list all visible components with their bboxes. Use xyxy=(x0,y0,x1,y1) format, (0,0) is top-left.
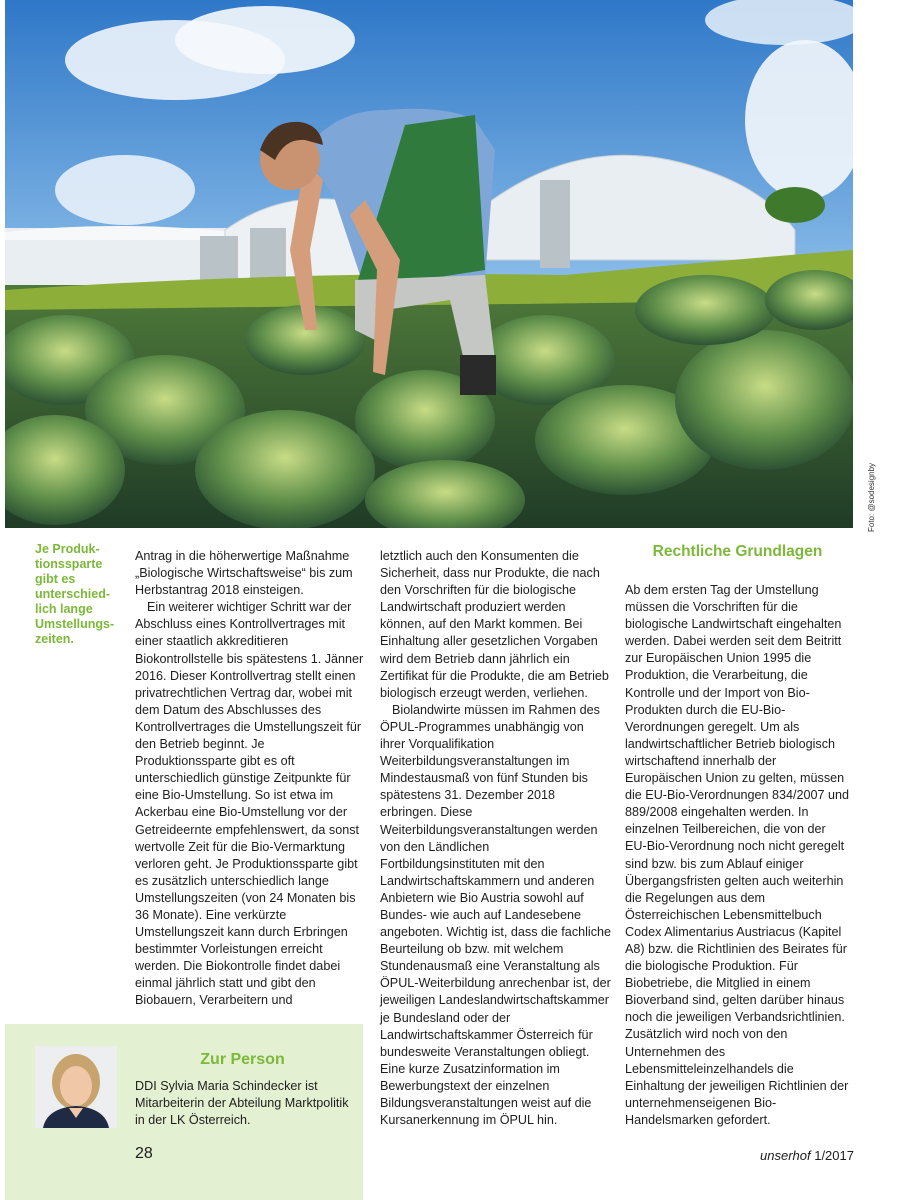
paragraph: Antrag in die höherwertige Maßnahme „Biologische Wirtschaftsweise“ bis zum Herbstantrag 2018 einsteigen. xyxy=(135,549,353,598)
hero-photo xyxy=(5,0,853,528)
issue-number: 1/2017 xyxy=(814,1148,854,1163)
paragraph: Ein weiterer wichtiger Schritt war der Abschluss eines Kontrollvertrages mit einer staatlich akkreditieren Biokontrollstelle bis spätestens 1. Jänner 2016. Dieser Kontrollvertrag stellt einen privatrechtlichen Vertrag dar, wobei mit dem Datum des Abschlusses des Kontrollvertrages die Umstellungszeit für den Betrieb beginnt. Je Produktionssparte gibt es oft unterschiedlich günstige Zeitpunkte für eine Bio-Umstellung. So ist etwa im Ackerbau eine Bio-Umstellung vor der Getreideernte empfehlenswert, da sonst wertvolle Zeit für die Bio-Vermarktung verloren geht. Je Produktionssparte gibt es zusätzlich unterschiedlich lange Umstellungszeiten (von 24 Monaten bis 36 Monate). Eine verkürzte Umstellungszeit kann durch Erbringen bestimmter Vorleistungen erreicht werden. Die Biokontrolle findet dabei einmal jährlich statt und gibt den Biobauern, Verarbeitern und xyxy=(135,600,364,1008)
section-heading: Rechtliche Grundlagen xyxy=(652,543,823,560)
photo-credit: Foto: @sodesignby xyxy=(867,462,876,532)
author-bio: DDI Sylvia Maria Schindecker ist Mitarbeiterin der Abteilung Marktpolitik in der LK Österreich. xyxy=(135,1079,349,1128)
article-column-1 xyxy=(135,548,365,1010)
article-column-2 xyxy=(380,548,612,1129)
paragraph: Biolandwirte müssen im Rahmen des ÖPUL-Programmes unabhängig von ihrer Vorqualifikation Weiterbildungsveranstaltungen im Mindestausmaß von fünf Stunden bis spätestens 31. Dezember 2018 erbringen. Diese Weiterbildungsveranstaltungen werden von den Ländlichen Fortbildungsinstituten mit den Landwirtschaftskammern und anderen Anbietern wie Bio Austria sowohl auf Bundes- wie auch auf Landesebene angeboten. Wichtig ist, dass die fachliche Beurteilung ob bzw. mit welchem Stundenausmaß eine Veranstaltung als ÖPUL-Weiterbildung anrechenbar ist, der jeweiligen Landeslandwirtschaftskammer je Bundesland oder der Landwirtschaftskammer Österreich für bundesweite Veranstaltungen obliegt. Eine kurze Zusatzinformation im Bewerbungstext der einzelnen Bildungsveranstaltungen weist auf die Kursanerkennung im ÖPUL hin. xyxy=(380,702,612,1128)
pull-quote: Je Produk-tionssparte gibt es unterschied-lich lange Umstellungs-zeiten. xyxy=(35,542,115,646)
author-portrait xyxy=(35,1046,117,1128)
page-number: 28 xyxy=(135,1145,153,1162)
magazine-issue xyxy=(760,1148,854,1163)
paragraph: letztlich auch den Konsumenten die Sicherheit, dass nur Produkte, die nach den Vorschriften für die biologische Landwirtschaft produziert werden können, auf den Markt kommen. Bei Einhaltung aller gesetzlichen Vorgaben wird dem Betrieb dann jährlich ein Zertifikat für die Produkte, die am Betrieb biologisch erzeugt werden, verliehen. xyxy=(380,549,609,700)
magazine-name: unserhof xyxy=(760,1148,811,1163)
author-box-title: Zur Person xyxy=(200,1051,285,1068)
paragraph: Ab dem ersten Tag der Umstellung müssen die Vorschriften für die biologische Landwirtschaft eingehalten werden. Dabei werden seit dem Beitritt zur Europäischen Union 1995 die Produktion, die Verarbeitung, die Kontrolle und der Import von Bio-Produkten durch die EU-Bio-Verordnungen geregelt. Um als landwirtschaftlicher Betrieb biologisch wirtschaftend innerhalb der Europäischen Union zu gelten, müssen die EU-Bio-Verordnungen 834/2007 und 889/2008 eingehalten werden. In einzelnen Teilbereichen, die von der EU-Bio-Verordnung noch nicht geregelt sind bzw. bis zum Ablauf einiger Übergangsfristen gelten auch weiterhin die Regelungen aus dem Österreichischen Lebensmittelbuch Codex Alimentarius Austriacus (Kapitel A8) bzw. die Richtlinien des Beirates für die biologische Produktion. Für Biobetriebe, die Mitglied in einem Bioverband sind, gelten darüber hinaus noch die jeweiligen Verbandsrichtlinien. Zusätzlich wird noch von den Unternehmen des Lebensmitteleinzelhandels die Einhaltung der jeweiligen Richtlinien der unternehmenseigenen Bio-Handelsmarken gefordert. xyxy=(625,583,850,1127)
article-column-3 xyxy=(625,582,850,1129)
